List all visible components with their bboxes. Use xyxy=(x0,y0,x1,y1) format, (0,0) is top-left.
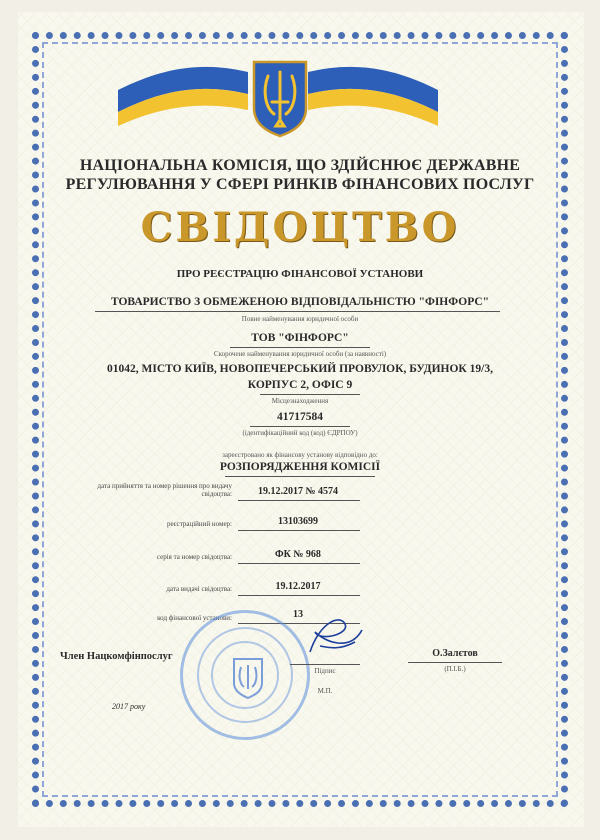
underline xyxy=(230,347,370,348)
signer-caption: (П.І.Б.) xyxy=(444,665,466,673)
full-name-caption: Повне найменування юридичної особи xyxy=(241,315,359,323)
handwritten-signature xyxy=(300,612,370,662)
seal-caption: М.П. xyxy=(317,687,333,695)
document-title: СВІДОЦТВО xyxy=(140,204,460,251)
underline xyxy=(260,394,360,395)
certificate-number-value: ФК № 968 xyxy=(275,549,321,560)
decision-value: 19.12.2017 № 4574 xyxy=(257,486,339,497)
official-seal-icon xyxy=(180,610,310,740)
trident-crest-icon xyxy=(248,58,312,138)
basis-caption: зареєстровано як фінансову установу відповідно до: xyxy=(222,451,378,459)
address-line1: 01042, МІСТО КИЇВ, НОВОПЕЧЕРСЬКИЙ ПРОВУЛОК, БУДИНОК 19/3, xyxy=(107,363,493,375)
company-short-name: ТОВ "ФІНФОРС" xyxy=(251,332,349,344)
issuer-title-line1: НАЦІОНАЛЬНА КОМІСІЯ, ЩО ЗДІЙСНЮЄ ДЕРЖАВНЕ xyxy=(79,157,521,174)
signature-caption: Підпис xyxy=(314,667,336,675)
seal-trident-icon xyxy=(231,657,265,699)
document-subtitle: ПРО РЕЄСТРАЦІЮ ФІНАНСОВОЇ УСТАНОВИ xyxy=(176,268,424,280)
edrpou-caption: (ідентифікаційний код (код) ЄДРПОУ) xyxy=(242,429,358,437)
year-text: 2017 року xyxy=(112,702,146,711)
underline xyxy=(250,426,350,427)
issue-date-value: 19.12.2017 xyxy=(275,581,321,592)
address-line2: КОРПУС 2, ОФІС 9 xyxy=(247,379,353,391)
registration-basis: РОЗПОРЯДЖЕННЯ КОМІСІЇ xyxy=(219,461,381,473)
issuer-title-line2: РЕГУЛЮВАННЯ У СФЕРІ РИНКІВ ФІНАНСОВИХ ПОСЛУГ xyxy=(65,176,535,193)
underline xyxy=(225,476,375,477)
address-caption: Місцезнаходження xyxy=(271,397,329,405)
institution-code-value: 13 xyxy=(293,609,303,620)
signer-name: О.Залєтов xyxy=(432,648,478,659)
signatory-role: Член Нацкомфінпослуг xyxy=(60,651,173,662)
underline xyxy=(95,311,500,312)
edrpou-code: 41717584 xyxy=(277,411,323,423)
company-full-name: ТОВАРИСТВО З ОБМЕЖЕНОЮ ВІДПОВІДАЛЬНІСТЮ "ФІНФОРС" xyxy=(110,296,490,308)
short-name-caption: Скорочене найменування юридичної особи (за наявності) xyxy=(213,350,387,358)
registration-number-value: 13103699 xyxy=(278,516,318,527)
